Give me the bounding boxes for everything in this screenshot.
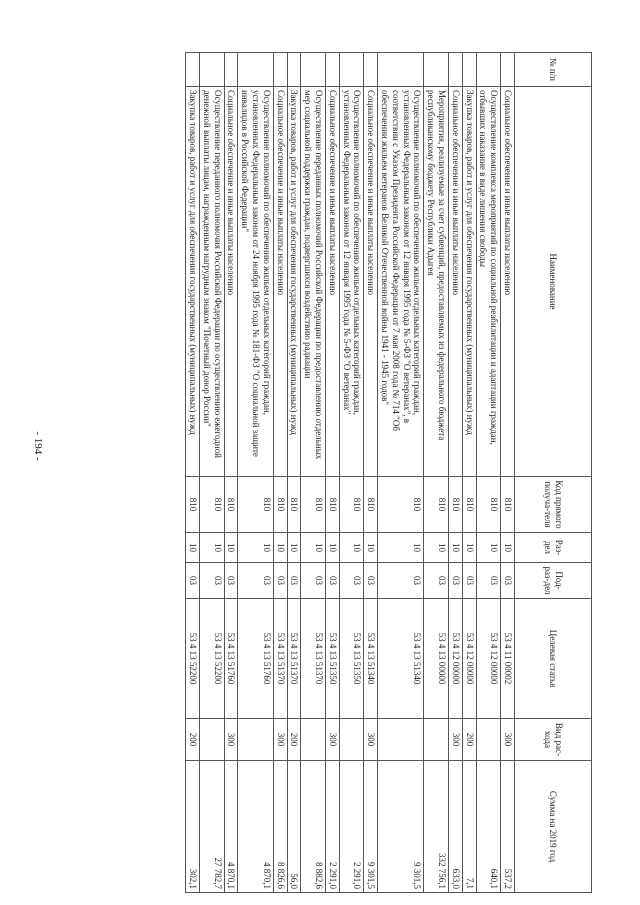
cell-rz: 10 [476, 533, 501, 563]
budget-table [185, 52, 592, 893]
table-row [224, 53, 238, 893]
cell-num [449, 53, 463, 87]
cell-code: 810 [424, 477, 449, 533]
table-row [424, 53, 449, 893]
cell-num [238, 53, 273, 87]
cell-num [462, 53, 476, 87]
cell-vid [424, 719, 449, 761]
cell-pr: 03 [378, 563, 424, 599]
cell-rz: 10 [462, 533, 476, 563]
table-row [200, 53, 225, 893]
cell-vid: 300 [449, 719, 463, 761]
table-row [501, 53, 515, 893]
cell-name: Закупка товаров, работ и услуг для обеспечения государственных (муниципальных) нужд [186, 87, 200, 477]
cell-name: Социальное обеспечение и иные выплаты населению [501, 87, 515, 477]
cell-rz: 10 [301, 533, 326, 563]
cell-pr: 03 [462, 563, 476, 599]
cell-pr: 03 [326, 563, 340, 599]
cell-sum: 332 756,1 [424, 761, 449, 893]
table-row [364, 53, 378, 893]
cell-code: 810 [273, 477, 287, 533]
cell-sum: 2 291,0 [339, 761, 364, 893]
cell-vid [378, 719, 424, 761]
cell-pr: 03 [186, 563, 200, 599]
cell-vid: 200 [462, 719, 476, 761]
header-code: Код прямого получа-теля [515, 477, 592, 533]
table-body [186, 53, 515, 893]
cell-sum: 8 882,6 [301, 761, 326, 893]
cell-name: Мероприятия, реализуемые за счет субвенций, предоставляемых из федерального бюджета республиканскому бюджету Республики Адыгея [424, 87, 449, 477]
cell-rz: 10 [339, 533, 364, 563]
cell-code: 810 [364, 477, 378, 533]
cell-name: Социальное обеспечение и иные выплаты населению [326, 87, 340, 477]
cell-vid [476, 719, 501, 761]
cell-name: Осуществление переданного полномочия Российской Федерации по осуществлению ежегодной денежной выплаты лицам, награжденным нагрудным знаком "Почетный донор России" [200, 87, 225, 477]
cell-code: 810 [287, 477, 301, 533]
cell-vid: 200 [287, 719, 301, 761]
header-article: Целевая статья [515, 599, 592, 719]
cell-num [364, 53, 378, 87]
cell-pr: 03 [501, 563, 515, 599]
cell-vid [200, 719, 225, 761]
cell-article: 53 4 13 51340 [378, 599, 424, 719]
cell-rz: 10 [287, 533, 301, 563]
cell-code: 810 [462, 477, 476, 533]
cell-name: Осуществление полномочий по обеспечению жильем отдельных категорий граждан, установленных Федеральным законом от 12 января 1995 года № 5-ФЗ "О ветеранах" [339, 87, 364, 477]
cell-num [424, 53, 449, 87]
cell-name: Социальное обеспечение и иные выплаты населению [273, 87, 287, 477]
cell-vid: 200 [186, 719, 200, 761]
cell-pr: 03 [287, 563, 301, 599]
table-row [273, 53, 287, 893]
cell-sum: 640,1 [476, 761, 501, 893]
cell-code: 810 [238, 477, 273, 533]
cell-num [501, 53, 515, 87]
cell-name: Осуществление полномочий по обеспечению жильем отдельных категорий граждан, установленных Федеральным законом от 24 ноября 1995 года № 181-ФЗ "О социальной защите инвалидов в Российской Федерации" [238, 87, 273, 477]
table-container [92, 52, 592, 892]
cell-name: Осуществление полномочий по обеспечению жильем отдельных категорий граждан, установленных Федеральным законом от 12 января 1995 года № 5-ФЗ "О ветеранах", в соответствии с Указом Президента Российской Федерации от 7 мая 2008 года № 714 "Об обеспечении жильем ветеранов Великой Отечественной войны 1941 - 1945 годов" [378, 87, 424, 477]
cell-sum: 27 782,7 [200, 761, 225, 893]
cell-article: 53 4 13 51370 [287, 599, 301, 719]
header-name: Наименование [515, 87, 592, 477]
cell-pr: 03 [301, 563, 326, 599]
cell-num [326, 53, 340, 87]
cell-pr: 03 [476, 563, 501, 599]
cell-pr: 03 [273, 563, 287, 599]
table-row [287, 53, 301, 893]
table-row [476, 53, 501, 893]
cell-code: 810 [476, 477, 501, 533]
cell-sum: 7,1 [462, 761, 476, 893]
cell-rz: 10 [238, 533, 273, 563]
table-row [378, 53, 424, 893]
cell-article: 53 4 11 00002 [501, 599, 515, 719]
cell-article: 53 4 13 51350 [339, 599, 364, 719]
cell-rz: 10 [326, 533, 340, 563]
table-row [326, 53, 340, 893]
cell-rz: 10 [501, 533, 515, 563]
header-razdel: Раз-дел [515, 533, 592, 563]
cell-rz: 10 [364, 533, 378, 563]
table-header-row [515, 53, 592, 893]
cell-vid: 300 [501, 719, 515, 761]
cell-code: 810 [501, 477, 515, 533]
cell-rz: 10 [424, 533, 449, 563]
cell-name: Закупка товаров, работ и услуг для обеспечения государственных (муниципальных) нужд [287, 87, 301, 477]
table-row [339, 53, 364, 893]
table-row [462, 53, 476, 893]
table-row [449, 53, 463, 893]
cell-name: Осуществление переданных полномочий Российской Федерации по предоставлению отдельных мер социальной поддержки граждан, подвергшихся воздействию радиации [301, 87, 326, 477]
cell-vid: 300 [326, 719, 340, 761]
cell-vid: 300 [273, 719, 287, 761]
cell-rz: 10 [186, 533, 200, 563]
cell-sum: 302,1 [186, 761, 200, 893]
cell-article: 53 4 13 51760 [238, 599, 273, 719]
cell-name: Социальное обеспечение и иные выплаты населению [364, 87, 378, 477]
cell-rz: 10 [273, 533, 287, 563]
table-row [301, 53, 326, 893]
cell-sum: 9 301,5 [378, 761, 424, 893]
cell-vid [238, 719, 273, 761]
cell-code: 810 [339, 477, 364, 533]
cell-article: 53 4 13 51760 [224, 599, 238, 719]
cell-sum: 4 870,1 [238, 761, 273, 893]
cell-code: 810 [200, 477, 225, 533]
cell-article: 53 4 13 51370 [273, 599, 287, 719]
cell-vid: 300 [224, 719, 238, 761]
cell-sum: 2 291,0 [326, 761, 340, 893]
header-num: № п/п [515, 53, 592, 87]
cell-rz: 10 [200, 533, 225, 563]
cell-name: Социальное обеспечение и иные выплаты населению [224, 87, 238, 477]
cell-num [287, 53, 301, 87]
cell-pr: 03 [224, 563, 238, 599]
cell-sum: 633,0 [449, 761, 463, 893]
cell-pr: 03 [339, 563, 364, 599]
cell-pr: 03 [238, 563, 273, 599]
cell-article: 53 4 13 52200 [200, 599, 225, 719]
cell-num [378, 53, 424, 87]
cell-num [339, 53, 364, 87]
cell-sum: 4 870,1 [224, 761, 238, 893]
cell-name: Осуществление комплекса мероприятий по социальной реабилитации и адаптации граждан, отбывших наказание в виде лишения свободы [476, 87, 501, 477]
cell-code: 810 [378, 477, 424, 533]
cell-name: Закупка товаров, работ и услуг для обеспечения государственных (муниципальных) нужд [462, 87, 476, 477]
cell-num [224, 53, 238, 87]
cell-sum: 537,2 [501, 761, 515, 893]
header-podrazdel: Под-раз-дел [515, 563, 592, 599]
cell-num [476, 53, 501, 87]
cell-name: Социальное обеспечение и иные выплаты населению [449, 87, 463, 477]
cell-code: 810 [186, 477, 200, 533]
table-row [238, 53, 273, 893]
cell-sum: 8 826,6 [273, 761, 287, 893]
header-sum: Сумма на 2019 год [515, 761, 592, 893]
cell-vid [301, 719, 326, 761]
cell-pr: 03 [449, 563, 463, 599]
cell-sum: 56,0 [287, 761, 301, 893]
cell-article: 53 4 13 51350 [326, 599, 340, 719]
cell-num [273, 53, 287, 87]
cell-code: 810 [224, 477, 238, 533]
cell-code: 810 [326, 477, 340, 533]
page-number: - 194 - [32, 431, 44, 461]
cell-vid: 300 [364, 719, 378, 761]
cell-pr: 03 [200, 563, 225, 599]
cell-num [301, 53, 326, 87]
cell-num [200, 53, 225, 87]
cell-article: 53 4 13 52200 [186, 599, 200, 719]
cell-rz: 10 [224, 533, 238, 563]
table-row [186, 53, 200, 893]
cell-article: 53 4 12 00000 [462, 599, 476, 719]
cell-vid [339, 719, 364, 761]
cell-sum: 9 301,5 [364, 761, 378, 893]
cell-article: 53 4 13 51370 [301, 599, 326, 719]
cell-rz: 10 [378, 533, 424, 563]
cell-num [186, 53, 200, 87]
cell-code: 810 [449, 477, 463, 533]
cell-code: 810 [301, 477, 326, 533]
cell-article: 53 4 12 00000 [476, 599, 501, 719]
cell-article: 53 4 13 00000 [424, 599, 449, 719]
cell-pr: 03 [424, 563, 449, 599]
cell-article: 53 4 13 51340 [364, 599, 378, 719]
cell-article: 53 4 12 00000 [449, 599, 463, 719]
cell-pr: 03 [364, 563, 378, 599]
header-vid: Вид рас-хода [515, 719, 592, 761]
cell-rz: 10 [449, 533, 463, 563]
